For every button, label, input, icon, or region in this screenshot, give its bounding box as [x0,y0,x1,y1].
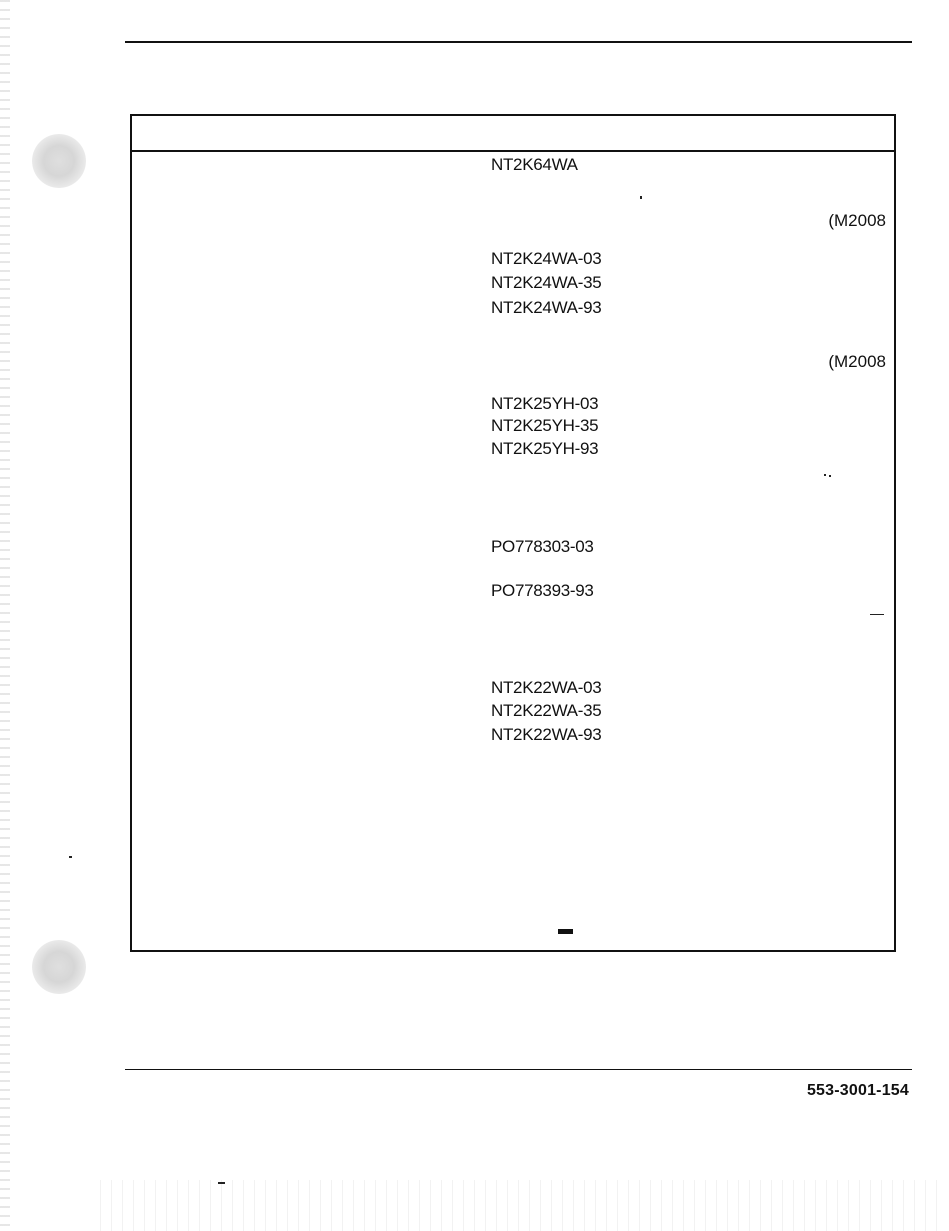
header-rule [125,41,912,43]
page-number: 553-3001-154 [806,1082,909,1099]
part-code: PO778393-93 [491,581,594,600]
scan-noise [100,1180,940,1231]
part-code: NT2K25YH-93 [491,439,599,458]
part-code: NT2K24WA-35 [491,273,602,292]
part-code: NT2K64WA [491,155,578,174]
scan-speck [69,856,72,858]
part-code: NT2K24WA-03 [491,249,602,268]
part-code: NT2K24WA-93 [491,298,602,317]
part-code: NT2K22WA-93 [491,725,602,744]
footer-rule [125,1069,912,1070]
part-code: NT2K25YH-35 [491,416,599,435]
punch-hole-bottom [32,940,86,994]
punch-hole-top [32,134,86,188]
scan-speck [824,474,826,476]
part-code: NT2K22WA-35 [491,701,602,720]
table-header [132,116,894,152]
part-code: NT2K22WA-03 [491,678,602,697]
binding-edge [0,0,10,1231]
parts-table [130,114,896,952]
model-label: (M2008 [828,211,886,230]
model-label: (M2008 [828,352,886,371]
part-code: NT2K25YH-03 [491,394,599,413]
scan-speck [829,475,831,477]
scan-speck [870,614,884,615]
scan-speck [218,1182,225,1184]
dash-mark [558,929,573,934]
scan-speck [640,196,642,199]
part-code: PO778303-03 [491,537,594,556]
